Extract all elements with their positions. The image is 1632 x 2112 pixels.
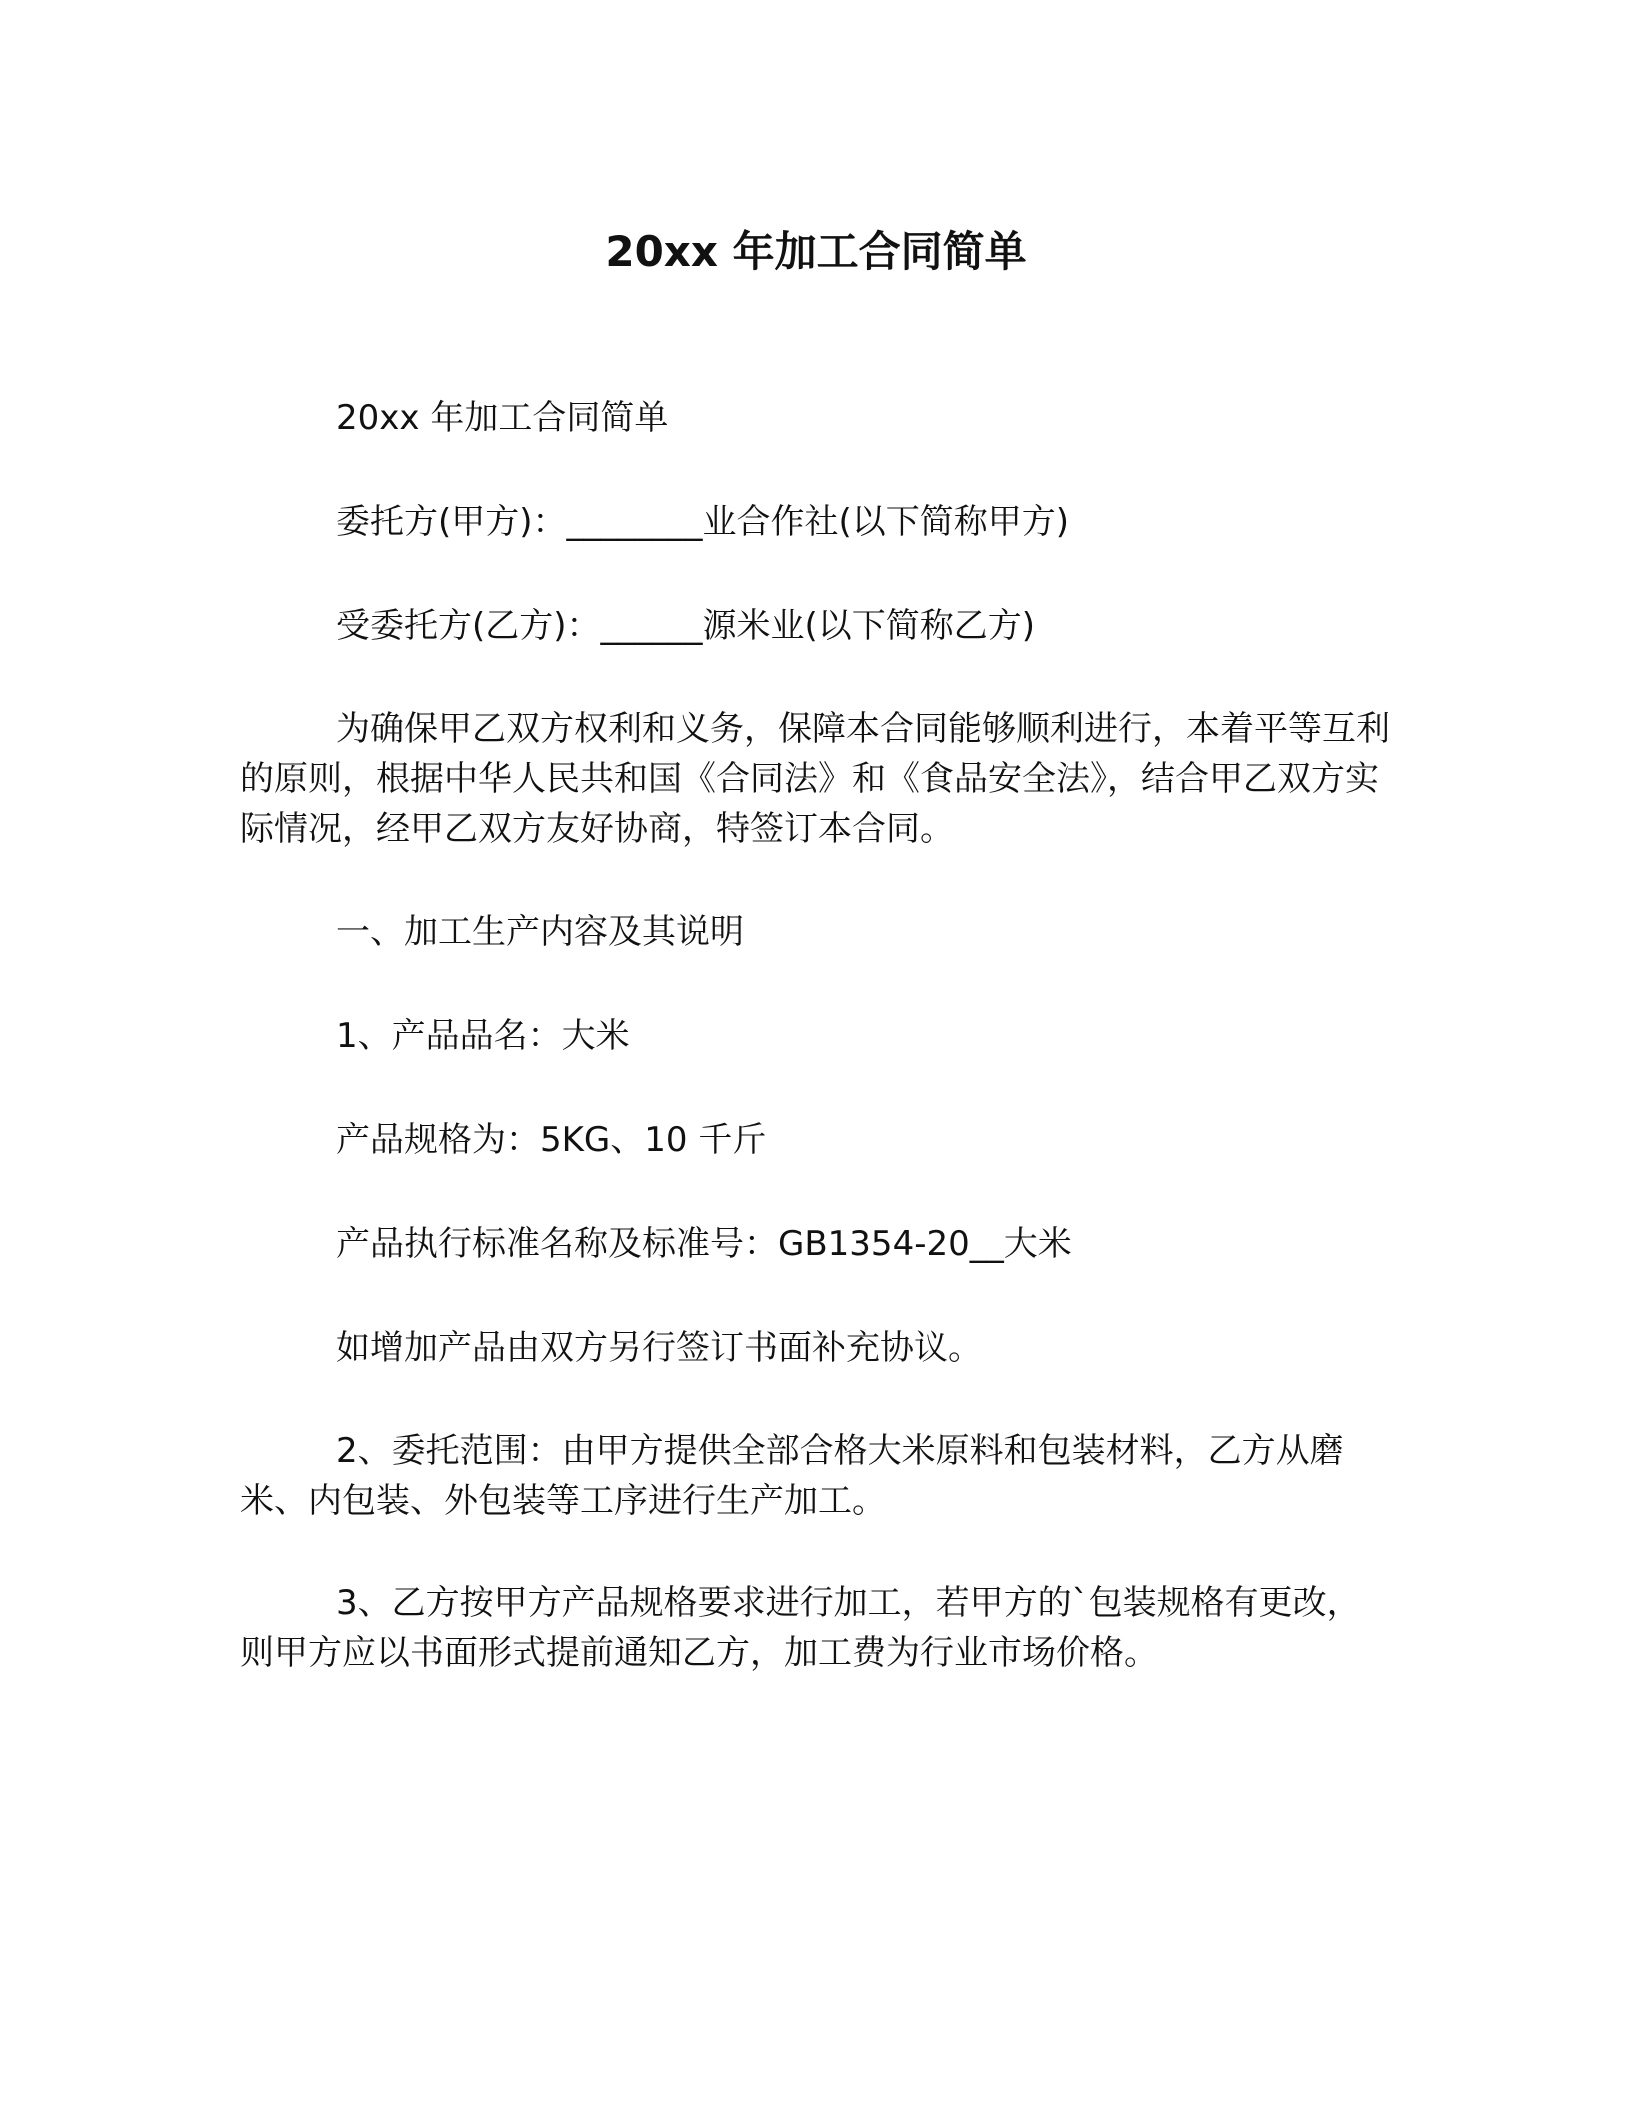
paragraph-product-name: 1、产品品名：大米 [336,1016,630,1056]
paragraph-section-1-heading: 一、加工生产内容及其说明 [336,912,744,952]
document-title: 20xx 年加工合同简单 [605,227,1027,276]
paragraph-party-a: 委托方(甲方)：________业合作社(以下简称甲方) [336,502,1070,542]
paragraph-scope: 2、委托范围：由甲方提供全部合格大米原料和包装材料，乙方从磨米、内包装、外包装等工序进行生产加工。 [240,1431,1344,1521]
paragraph-subtitle: 20xx 年加工合同简单 [336,398,669,438]
document-body [240,392,1390,1678]
paragraph-product-spec: 产品规格为：5KG、10 千斤 [336,1120,767,1160]
paragraph-product-standard: 产品执行标准名称及标准号：GB1354-20__大米 [336,1224,1072,1264]
paragraph-additional-products: 如增加产品由双方另行签订书面补充协议。 [336,1328,982,1368]
paragraph-processing-terms: 3、乙方按甲方产品规格要求进行加工，若甲方的`包装规格有更改，则甲方应以书面形式提前通知乙方，加工费为行业市场价格。 [240,1583,1361,1673]
paragraph-party-b: 受委托方(乙方)：______源米业(以下简称乙方) [336,606,1036,646]
paragraph-preamble: 为确保甲乙双方权利和义务，保障本合同能够顺利进行，本着平等互利的原则，根据中华人民共和国《合同法》和《食品安全法》，结合甲乙双方实际情况，经甲乙双方友好协商，特签订本合同。 [240,709,1390,849]
